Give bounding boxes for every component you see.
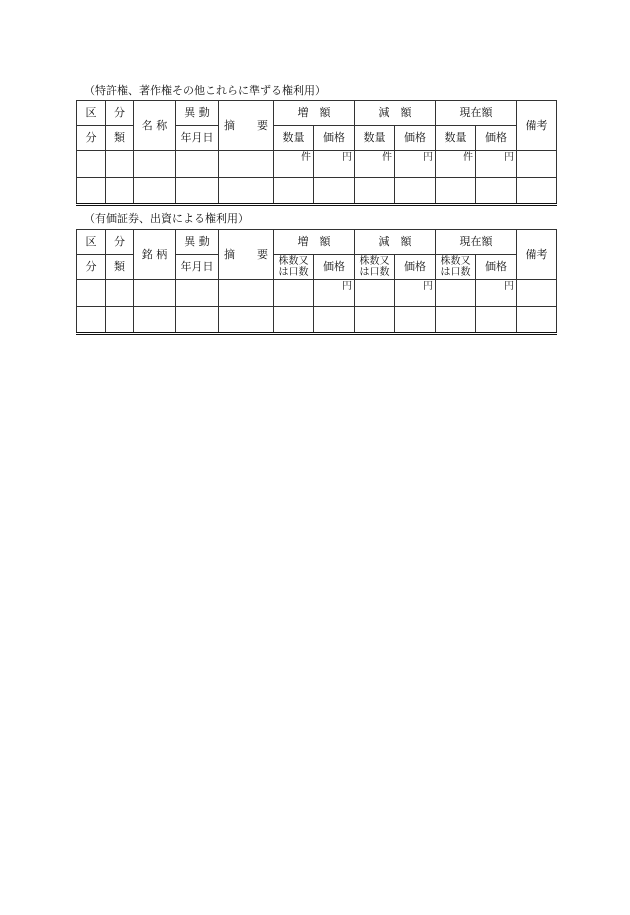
cell-kubun[interactable] [77,151,106,178]
header-ido-bottom: 年月日 [176,126,219,151]
cell-ido-date[interactable] [176,280,219,307]
cell-biko[interactable] [517,280,557,307]
cell-genzaigaku-price[interactable]: 円 [476,280,517,307]
cell-bunrui[interactable] [106,307,134,334]
header-zogaku-quantity: 数量 [274,126,314,151]
header-name: 名 称 [134,101,176,151]
header-gengaku: 減 額 [355,101,436,126]
cell-tekiyo[interactable] [219,151,274,178]
header-gengaku-shares [355,255,395,280]
cell-biko[interactable] [517,151,557,178]
header-kubun: 区 [77,230,106,255]
header-kubun-bottom: 分 [77,255,106,280]
cell-tekiyo[interactable] [219,280,274,307]
header-genzaigaku-price: 価格 [476,126,517,151]
cell-kubun[interactable] [77,280,106,307]
cell-ido-date[interactable] [176,151,219,178]
cell-bunrui[interactable] [106,178,134,205]
cell-gengaku-price[interactable] [395,307,436,334]
header-genzaigaku-shares [436,255,476,280]
rights-ledger-table [76,100,557,206]
cell-gengaku-price[interactable]: 円 [395,151,436,178]
table-row [77,307,557,334]
cell-biko[interactable] [517,178,557,205]
header-genzaigaku: 現在額 [436,230,517,255]
header-zogaku-price: 価格 [314,255,355,280]
cell-genzaigaku-shares[interactable] [436,280,476,307]
shares-label-line2: は口数 [359,267,390,278]
cell-bunrui[interactable] [106,151,134,178]
header-bunrui: 分 [106,230,134,255]
cell-zogaku-quantity[interactable]: 件 [274,151,314,178]
shares-label-line2: は口数 [278,267,309,278]
cell-kubun[interactable] [77,307,106,334]
section-title-rights: （特許権、著作権その他これらに準ずる権利用） [84,84,326,97]
cell-biko[interactable] [517,307,557,334]
cell-gengaku-shares[interactable] [355,307,395,334]
header-bunrui-bottom: 類 [106,126,134,151]
cell-gengaku-shares[interactable] [355,280,395,307]
cell-kubun[interactable] [77,178,106,205]
cell-ido-date[interactable] [176,178,219,205]
header-kubun-bottom: 分 [77,126,106,151]
header-ido: 異 動 [176,230,219,255]
header-zogaku-shares [274,255,314,280]
cell-meigara[interactable] [134,307,176,334]
header-zogaku-price: 価格 [314,126,355,151]
shares-label-line2: は口数 [440,267,471,278]
header-tekiyo: 摘 要 [219,101,274,151]
header-genzaigaku: 現在額 [436,101,517,126]
cell-gengaku-price[interactable] [395,178,436,205]
cell-genzaigaku-price[interactable] [476,178,517,205]
cell-genzaigaku-price[interactable] [476,307,517,334]
header-biko: 備考 [517,230,557,280]
cell-zogaku-shares[interactable] [274,280,314,307]
header-tekiyo: 摘 要 [219,230,274,280]
cell-zogaku-price[interactable]: 円 [314,151,355,178]
table-row [77,151,557,178]
cell-meigara[interactable] [134,280,176,307]
cell-zogaku-price[interactable] [314,307,355,334]
cell-tekiyo[interactable] [219,178,274,205]
shares-label-line1: 株数又 [440,256,471,267]
cell-name[interactable] [134,178,176,205]
cell-zogaku-price[interactable]: 円 [314,280,355,307]
header-ido: 異 動 [176,101,219,126]
cell-genzaigaku-price[interactable]: 円 [476,151,517,178]
header-ido-bottom: 年月日 [176,255,219,280]
header-bunrui-bottom: 類 [106,255,134,280]
cell-gengaku-price[interactable]: 円 [395,280,436,307]
cell-name[interactable] [134,151,176,178]
header-biko: 備考 [517,101,557,151]
cell-gengaku-quantity[interactable] [355,178,395,205]
header-gengaku-price: 価格 [395,126,436,151]
header-kubun: 区 [77,101,106,126]
cell-genzaigaku-quantity[interactable]: 件 [436,151,476,178]
cell-tekiyo[interactable] [219,307,274,334]
header-meigara: 銘 柄 [134,230,176,280]
table-row [77,280,557,307]
shares-label-line1: 株数又 [278,256,309,267]
cell-genzaigaku-quantity[interactable] [436,178,476,205]
section-title-securities: （有価証券、出資による権利用） [84,212,249,225]
header-zogaku: 増 額 [274,101,355,126]
shares-label-line1: 株数又 [359,256,390,267]
header-genzaigaku-quantity: 数量 [436,126,476,151]
cell-genzaigaku-shares[interactable] [436,307,476,334]
table-row [77,178,557,205]
cell-bunrui[interactable] [106,280,134,307]
cell-gengaku-quantity[interactable]: 件 [355,151,395,178]
securities-ledger-table [76,229,557,335]
header-gengaku-price: 価格 [395,255,436,280]
cell-zogaku-price[interactable] [314,178,355,205]
header-zogaku: 増 額 [274,230,355,255]
header-genzaigaku-price: 価格 [476,255,517,280]
cell-zogaku-shares[interactable] [274,307,314,334]
header-gengaku-quantity: 数量 [355,126,395,151]
cell-ido-date[interactable] [176,307,219,334]
cell-zogaku-quantity[interactable] [274,178,314,205]
header-bunrui: 分 [106,101,134,126]
header-gengaku: 減 額 [355,230,436,255]
